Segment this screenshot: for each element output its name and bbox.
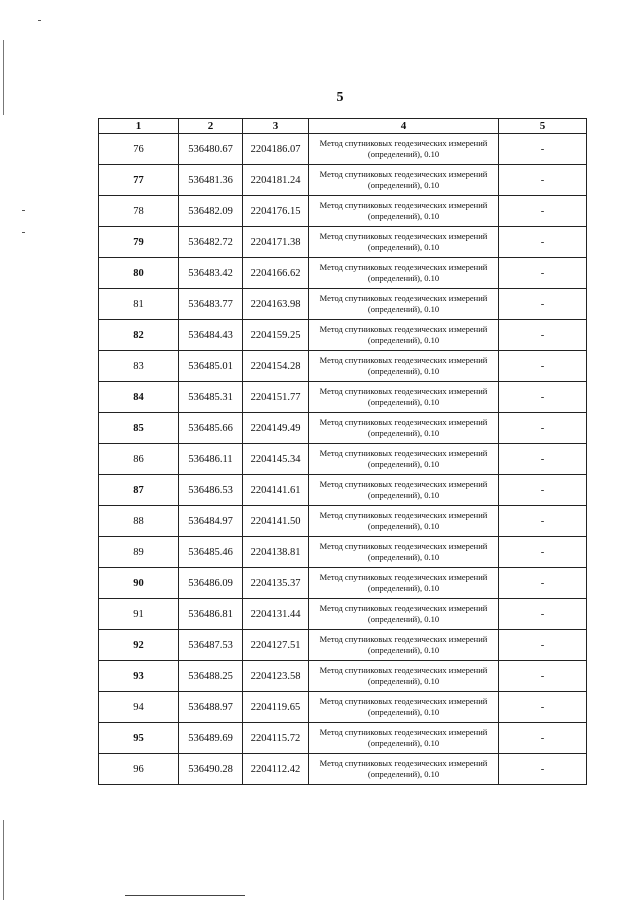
table-row <box>99 723 587 754</box>
coordinate-y-cell: 2204181.24 <box>243 165 309 196</box>
coordinate-x-cell: 536486.09 <box>179 568 243 599</box>
point-number-cell: 94 <box>99 692 179 723</box>
point-number-cell: 82 <box>99 320 179 351</box>
note-cell: - <box>499 413 587 444</box>
table-row <box>99 692 587 723</box>
coordinate-y-cell: 2204119.65 <box>243 692 309 723</box>
note-cell: - <box>499 351 587 382</box>
coordinate-x-cell: 536485.66 <box>179 413 243 444</box>
coordinate-y-cell: 2204112.42 <box>243 754 309 785</box>
scan-edge-mark-top <box>3 40 4 115</box>
point-number-cell: 77 <box>99 165 179 196</box>
note-cell: - <box>499 289 587 320</box>
coordinate-y-cell: 2204135.37 <box>243 568 309 599</box>
scan-speck <box>22 232 25 233</box>
method-cell: Метод спутниковых геодезических измерений (определений), 0.10 <box>309 661 499 692</box>
note-cell: - <box>499 227 587 258</box>
coordinate-y-cell: 2204138.81 <box>243 537 309 568</box>
table-row <box>99 227 587 258</box>
method-cell: Метод спутниковых геодезических измерений (определений), 0.10 <box>309 165 499 196</box>
method-cell: Метод спутниковых геодезических измерений (определений), 0.10 <box>309 227 499 258</box>
point-number-cell: 95 <box>99 723 179 754</box>
method-cell: Метод спутниковых геодезических измерений (определений), 0.10 <box>309 134 499 165</box>
column-header: 3 <box>243 119 309 134</box>
note-cell: - <box>499 320 587 351</box>
note-cell: - <box>499 134 587 165</box>
note-cell: - <box>499 165 587 196</box>
point-number-cell: 84 <box>99 382 179 413</box>
method-cell: Метод спутниковых геодезических измерений (определений), 0.10 <box>309 723 499 754</box>
method-cell: Метод спутниковых геодезических измерений (определений), 0.10 <box>309 537 499 568</box>
scan-speck <box>22 210 25 211</box>
coordinate-y-cell: 2204159.25 <box>243 320 309 351</box>
point-number-cell: 88 <box>99 506 179 537</box>
method-cell: Метод спутниковых геодезических измерений (определений), 0.10 <box>309 630 499 661</box>
note-cell: - <box>499 661 587 692</box>
table-row <box>99 599 587 630</box>
table-row <box>99 537 587 568</box>
coordinate-x-cell: 536484.97 <box>179 506 243 537</box>
coordinate-x-cell: 536486.11 <box>179 444 243 475</box>
point-number-cell: 89 <box>99 537 179 568</box>
column-header: 2 <box>179 119 243 134</box>
coordinate-x-cell: 536488.97 <box>179 692 243 723</box>
method-cell: Метод спутниковых геодезических измерений (определений), 0.10 <box>309 351 499 382</box>
table-row <box>99 382 587 413</box>
coordinate-y-cell: 2204171.38 <box>243 227 309 258</box>
coordinate-x-cell: 536487.53 <box>179 630 243 661</box>
column-header: 5 <box>499 119 587 134</box>
method-cell: Метод спутниковых геодезических измерений (определений), 0.10 <box>309 196 499 227</box>
method-cell: Метод спутниковых геодезических измерений (определений), 0.10 <box>309 599 499 630</box>
method-cell: Метод спутниковых геодезических измерений (определений), 0.10 <box>309 568 499 599</box>
note-cell: - <box>499 692 587 723</box>
coordinate-x-cell: 536484.43 <box>179 320 243 351</box>
scan-edge-mark-bottom <box>3 820 4 900</box>
column-header: 1 <box>99 119 179 134</box>
method-cell: Метод спутниковых геодезических измерений (определений), 0.10 <box>309 754 499 785</box>
table-row <box>99 630 587 661</box>
coordinate-x-cell: 536482.09 <box>179 196 243 227</box>
coordinate-y-cell: 2204149.49 <box>243 413 309 444</box>
coordinate-x-cell: 536486.53 <box>179 475 243 506</box>
coordinate-x-cell: 536485.46 <box>179 537 243 568</box>
coordinate-y-cell: 2204141.50 <box>243 506 309 537</box>
table-row <box>99 289 587 320</box>
note-cell: - <box>499 196 587 227</box>
point-number-cell: 83 <box>99 351 179 382</box>
note-cell: - <box>499 258 587 289</box>
coordinate-x-cell: 536480.67 <box>179 134 243 165</box>
note-cell: - <box>499 506 587 537</box>
note-cell: - <box>499 537 587 568</box>
table-header-row <box>99 119 587 134</box>
method-cell: Метод спутниковых геодезических измерений (определений), 0.10 <box>309 506 499 537</box>
method-cell: Метод спутниковых геодезических измерений (определений), 0.10 <box>309 382 499 413</box>
coordinate-x-cell: 536486.81 <box>179 599 243 630</box>
point-number-cell: 96 <box>99 754 179 785</box>
note-cell: - <box>499 723 587 754</box>
coordinate-y-cell: 2204176.15 <box>243 196 309 227</box>
coordinate-x-cell: 536489.69 <box>179 723 243 754</box>
table-row <box>99 165 587 196</box>
table-row <box>99 661 587 692</box>
page-number: 5 <box>336 90 344 105</box>
coordinate-x-cell: 536483.77 <box>179 289 243 320</box>
table-row <box>99 413 587 444</box>
coordinate-x-cell: 536481.36 <box>179 165 243 196</box>
scan-speck <box>38 20 41 21</box>
coordinate-y-cell: 2204131.44 <box>243 599 309 630</box>
method-cell: Метод спутниковых геодезических измерений (определений), 0.10 <box>309 320 499 351</box>
coordinate-y-cell: 2204163.98 <box>243 289 309 320</box>
note-cell: - <box>499 475 587 506</box>
point-number-cell: 81 <box>99 289 179 320</box>
column-header: 4 <box>309 119 499 134</box>
coordinate-y-cell: 2204123.58 <box>243 661 309 692</box>
coordinates-table <box>98 118 587 785</box>
coordinate-y-cell: 2204115.72 <box>243 723 309 754</box>
note-cell: - <box>499 444 587 475</box>
point-number-cell: 80 <box>99 258 179 289</box>
table-row <box>99 196 587 227</box>
method-cell: Метод спутниковых геодезических измерений (определений), 0.10 <box>309 289 499 320</box>
coordinate-y-cell: 2204166.62 <box>243 258 309 289</box>
note-cell: - <box>499 599 587 630</box>
table-row <box>99 754 587 785</box>
coordinate-y-cell: 2204186.07 <box>243 134 309 165</box>
coordinate-x-cell: 536485.31 <box>179 382 243 413</box>
coordinate-x-cell: 536483.42 <box>179 258 243 289</box>
point-number-cell: 86 <box>99 444 179 475</box>
point-number-cell: 87 <box>99 475 179 506</box>
table-row <box>99 475 587 506</box>
point-number-cell: 93 <box>99 661 179 692</box>
note-cell: - <box>499 568 587 599</box>
coordinate-x-cell: 536482.72 <box>179 227 243 258</box>
coordinate-x-cell: 536488.25 <box>179 661 243 692</box>
table-row <box>99 134 587 165</box>
coordinate-x-cell: 536490.28 <box>179 754 243 785</box>
coordinate-y-cell: 2204127.51 <box>243 630 309 661</box>
coordinate-y-cell: 2204154.28 <box>243 351 309 382</box>
coordinate-y-cell: 2204141.61 <box>243 475 309 506</box>
note-cell: - <box>499 382 587 413</box>
point-number-cell: 79 <box>99 227 179 258</box>
table-row <box>99 351 587 382</box>
point-number-cell: 85 <box>99 413 179 444</box>
coordinate-y-cell: 2204151.77 <box>243 382 309 413</box>
footer-rule <box>125 895 245 896</box>
table-row <box>99 506 587 537</box>
table-body <box>99 134 587 785</box>
note-cell: - <box>499 754 587 785</box>
note-cell: - <box>499 630 587 661</box>
point-number-cell: 90 <box>99 568 179 599</box>
table-row <box>99 444 587 475</box>
method-cell: Метод спутниковых геодезических измерений (определений), 0.10 <box>309 444 499 475</box>
method-cell: Метод спутниковых геодезических измерений (определений), 0.10 <box>309 258 499 289</box>
method-cell: Метод спутниковых геодезических измерений (определений), 0.10 <box>309 692 499 723</box>
point-number-cell: 78 <box>99 196 179 227</box>
point-number-cell: 92 <box>99 630 179 661</box>
coordinate-y-cell: 2204145.34 <box>243 444 309 475</box>
table-row <box>99 258 587 289</box>
coordinate-x-cell: 536485.01 <box>179 351 243 382</box>
table-row <box>99 320 587 351</box>
method-cell: Метод спутниковых геодезических измерений (определений), 0.10 <box>309 475 499 506</box>
table-row <box>99 568 587 599</box>
point-number-cell: 91 <box>99 599 179 630</box>
method-cell: Метод спутниковых геодезических измерений (определений), 0.10 <box>309 413 499 444</box>
point-number-cell: 76 <box>99 134 179 165</box>
